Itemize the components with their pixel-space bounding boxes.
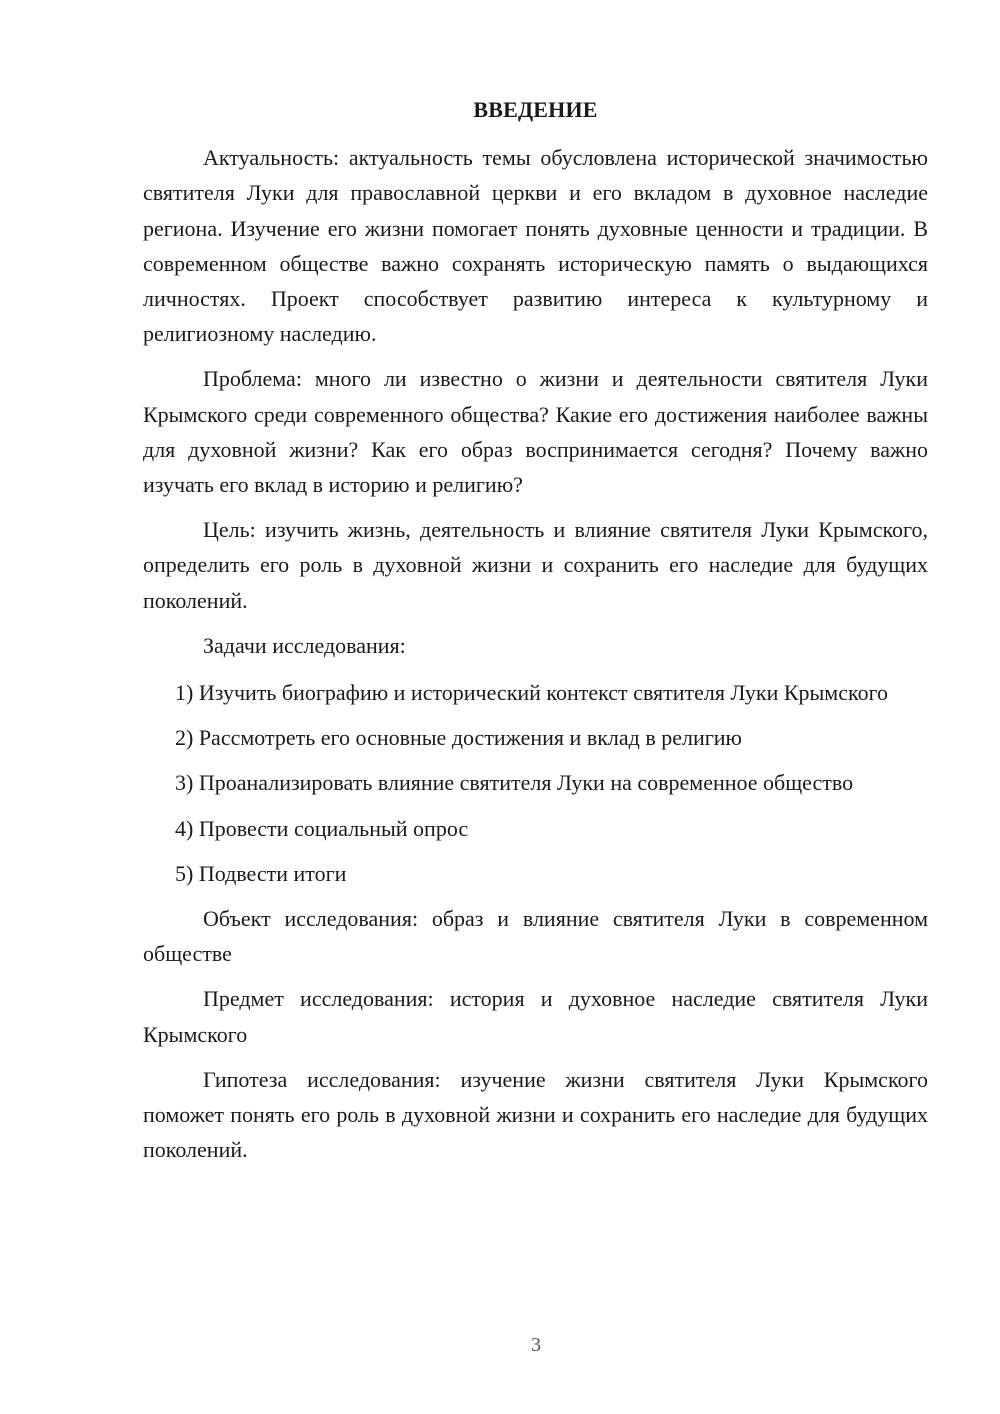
subject-paragraph: Предмет исследования: история и духовное наследие святителя Луки Крымского <box>143 986 928 1047</box>
task-item: 3) Проанализировать влияние святителя Луки на современное общество <box>175 770 854 796</box>
goal-paragraph: Цель: изучить жизнь, деятельность и влияние святителя Луки Крымского, определить его роль в духовной жизни и сохранить его наследие для будущих поколений. <box>143 517 928 613</box>
task-item: 4) Провести социальный опрос <box>175 815 469 841</box>
hypothesis-paragraph: Гипотеза исследования: изучение жизни святителя Луки Крымского поможет понять его роль в духовной жизни и сохранить его наследие для будущих поколений. <box>143 1066 928 1163</box>
page-content <box>143 92 928 1177</box>
tasks-heading: Задачи исследования: <box>203 632 406 658</box>
object-paragraph: Объект исследования: образ и влияние святителя Луки в современном обществе <box>143 906 928 967</box>
task-item: 5) Подвести итоги <box>175 860 347 886</box>
relevance-paragraph: Актуальность: актуальность темы обусловлена исторической значимостью святителя Луки для православной церкви и его вкладом в духовное наследие региона. Изучение его жизни помогает понять духовные ценности и традиции. В современном обществе важно сохранять историческую память о выдающихся личностях. Проект способствует развитию интереса к культурному и религиозному наследию. <box>143 145 928 347</box>
task-item: 2) Рассмотреть его основные достижения и вклад в религию <box>175 725 742 751</box>
section-title: ВВЕДЕНИЕ <box>473 97 598 122</box>
task-item: 1) Изучить биографию и исторический контекст святителя Луки Крымского <box>175 680 889 706</box>
tasks-list <box>143 675 928 891</box>
problem-paragraph: Проблема: много ли известно о жизни и деятельности святителя Луки Крымского среди современного общества? Какие его достижения наиболее важны для духовной жизни? Как его образ воспринимается сегодня? Почему важно изучать его вклад в историю и религию? <box>143 366 928 498</box>
page-number: 3 <box>531 1334 541 1356</box>
